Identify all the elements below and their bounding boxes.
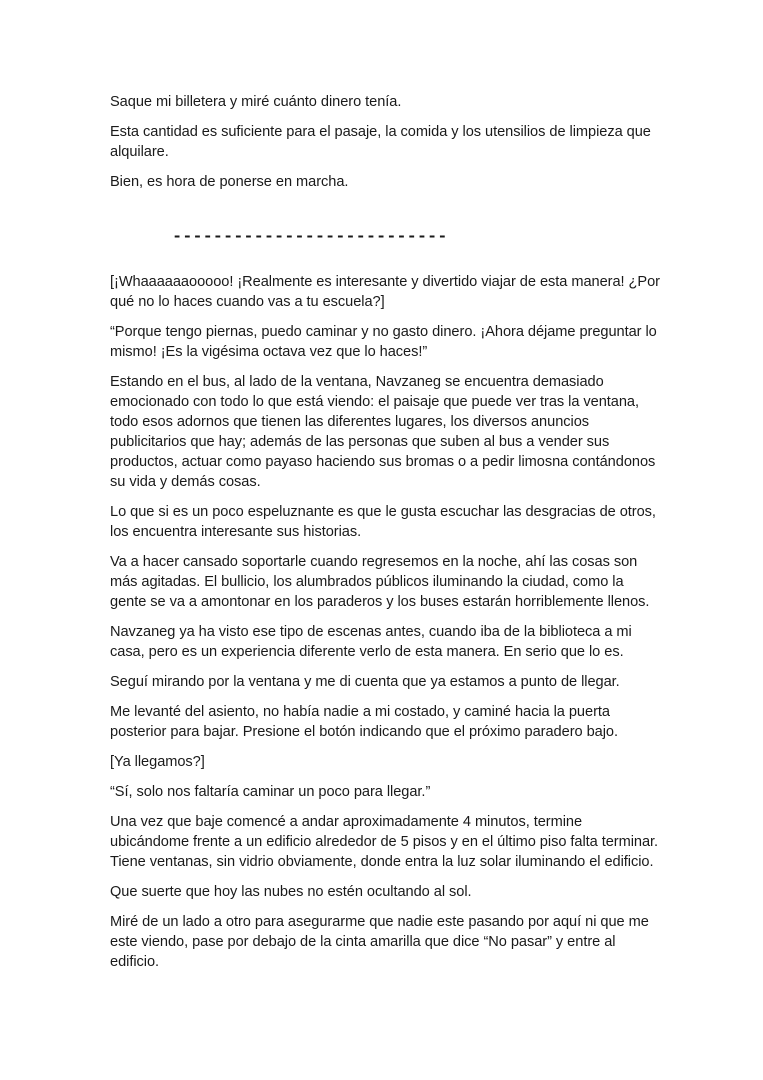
paragraph: “Porque tengo piernas, puedo caminar y no gasto dinero. ¡Ahora déjame preguntar lo mismo! ¡Es la vigésima octava vez que lo haces!” [110, 324, 657, 360]
paragraph: Una vez que baje comencé a andar aproximadamente 4 minutos, termine ubicándome frente a un edificio alrededor de 5 pisos y en el último piso falta terminar. Tiene ventanas, sin vidrio obviamente, donde entra la luz solar iluminando el edificio. [110, 814, 659, 870]
paragraph: Va a hacer cansado soportarle cuando regresemos en la noche, ahí las cosas son más agitadas. El bullicio, los alumbrados públicos iluminando la ciudad, como la gente se va a amontonar en los paraderos y los buses estarán horriblemente llenos. [110, 554, 650, 610]
paragraph: “Sí, solo nos faltaría caminar un poco para llegar.” [110, 784, 431, 800]
section-separator: --------------------------- [172, 228, 448, 247]
paragraph: Me levanté del asiento, no había nadie a mi costado, y caminé hacia la puerta posterior para bajar. Presione el botón indicando que el próximo paradero bajo. [110, 704, 618, 740]
paragraph: Seguí mirando por la ventana y me di cuenta que ya estamos a punto de llegar. [110, 674, 620, 690]
paragraph: Esta cantidad es suficiente para el pasaje, la comida y los utensilios de limpieza que alquilare. [110, 124, 651, 160]
paragraph: [¡Whaaaaaaooooo! ¡Realmente es interesante y divertido viajar de esta manera! ¿Por qué no lo haces cuando vas a tu escuela?] [110, 274, 660, 310]
paragraph: Estando en el bus, al lado de la ventana, Navzaneg se encuentra demasiado emocionado con todo lo que está viendo: el paisaje que puede ver tras la ventana, todo esos adornos que tienen las diferentes lugares, los diversos anuncios publicitarios que hay; además de las personas que suben al bus a vender sus productos, actuar como payaso haciendo sus bromas o a pedir limosna contándonos su vida y demás cosas. [110, 374, 656, 490]
paragraph: Que suerte que hoy las nubes no estén ocultando al sol. [110, 884, 472, 900]
paragraph: Saque mi billetera y miré cuánto dinero tenía. [110, 94, 402, 110]
paragraph: [Ya llegamos?] [110, 754, 205, 770]
paragraph: Bien, es hora de ponerse en marcha. [110, 174, 349, 190]
paragraph: Navzaneg ya ha visto ese tipo de escenas antes, cuando iba de la biblioteca a mi casa, pero es un experiencia diferente verlo de esta manera. En serio que lo es. [110, 624, 632, 660]
paragraph: Lo que si es un poco espeluznante es que le gusta escuchar las desgracias de otros, los encuentra interesante sus historias. [110, 504, 656, 540]
paragraph: Miré de un lado a otro para asegurarme que nadie este pasando por aquí ni que me este viendo, pase por debajo de la cinta amarilla que dice “No pasar” y entre al edificio. [110, 914, 649, 970]
